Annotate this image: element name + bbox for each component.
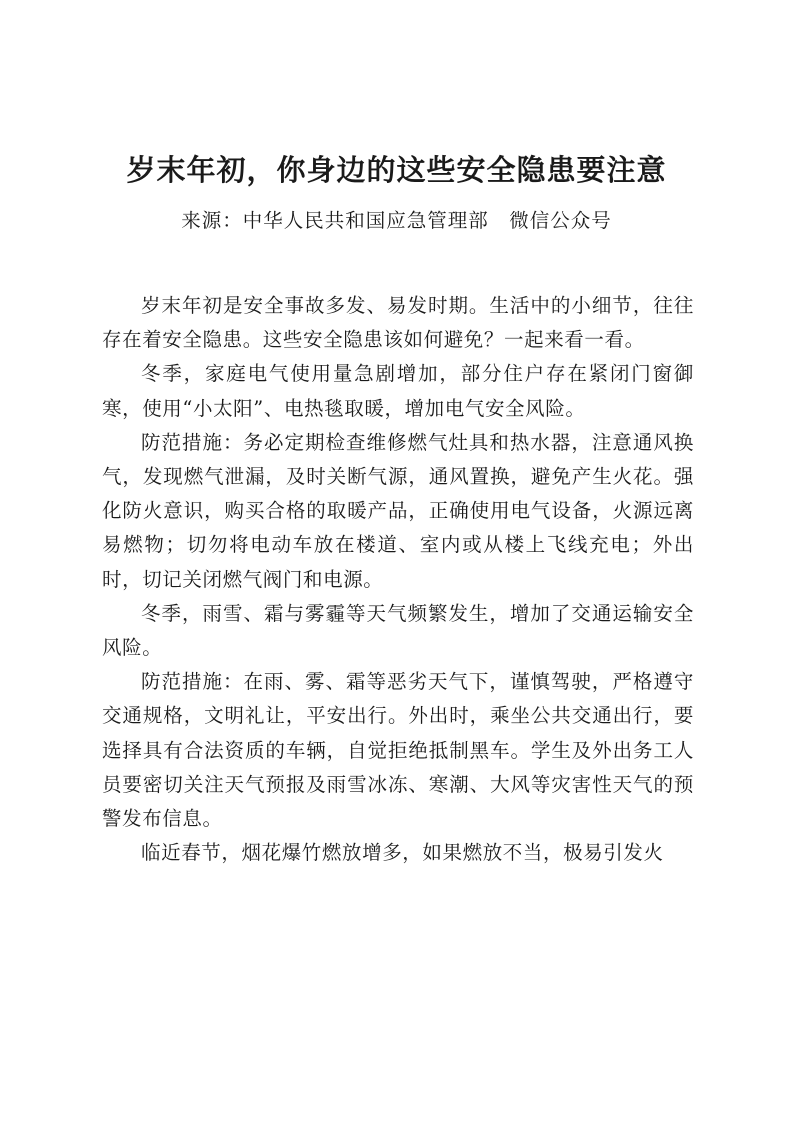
paragraph-electric-measures: 防范措施：务必定期检查维修燃气灶具和热水器，注意通风换气，发现燃气泄漏，及时关断气源，通风置换，避免产生火花。强化防火意识，购买合格的取暖产品，正确使用电气设备，火源远离易燃物；切勿将电动车放在楼道、室内或从楼上飞线充电；外出时，切记关闭燃气阀门和电源。 (102, 430, 694, 591)
source-line: 来源：中华人民共和国应急管理部 微信公众号 (181, 209, 612, 232)
paragraph-traffic-risk: 冬季，雨雪、霜与雾霾等天气频繁发生，增加了交通运输安全风险。 (102, 601, 694, 660)
paragraph-fireworks: 临近春节，烟花爆竹燃放增多，如果燃放不当，极易引发火 (141, 841, 664, 865)
paragraph-traffic-measures: 防范措施：在雨、雾、霜等恶劣天气下，谨慎驾驶，严格遵守交通规格，文明礼让，平安出行。外出时，乘坐公共交通出行，要选择具有合法资质的车辆，自觉拒绝抵制黑车。学生及外出务工人员要密切关注天气预报及雨雪冰冻、寒潮、大风等灾害性天气的预警发布信息。 (102, 670, 694, 831)
page-title: 岁末年初，你身边的这些安全隐患要注意 (126, 153, 667, 187)
article-body (102, 289, 694, 870)
paragraph-electric-risk: 冬季，家庭电气使用量急剧增加，部分住户存在紧闭门窗御寒，使用“小太阳”、电热毯取暖，增加电气安全风险。 (102, 362, 694, 420)
paragraph-intro: 岁末年初是安全事故多发、易发时期。生活中的小细节，往往存在着安全隐患。这些安全隐患该如何避免？一起来看一看。 (102, 294, 694, 352)
